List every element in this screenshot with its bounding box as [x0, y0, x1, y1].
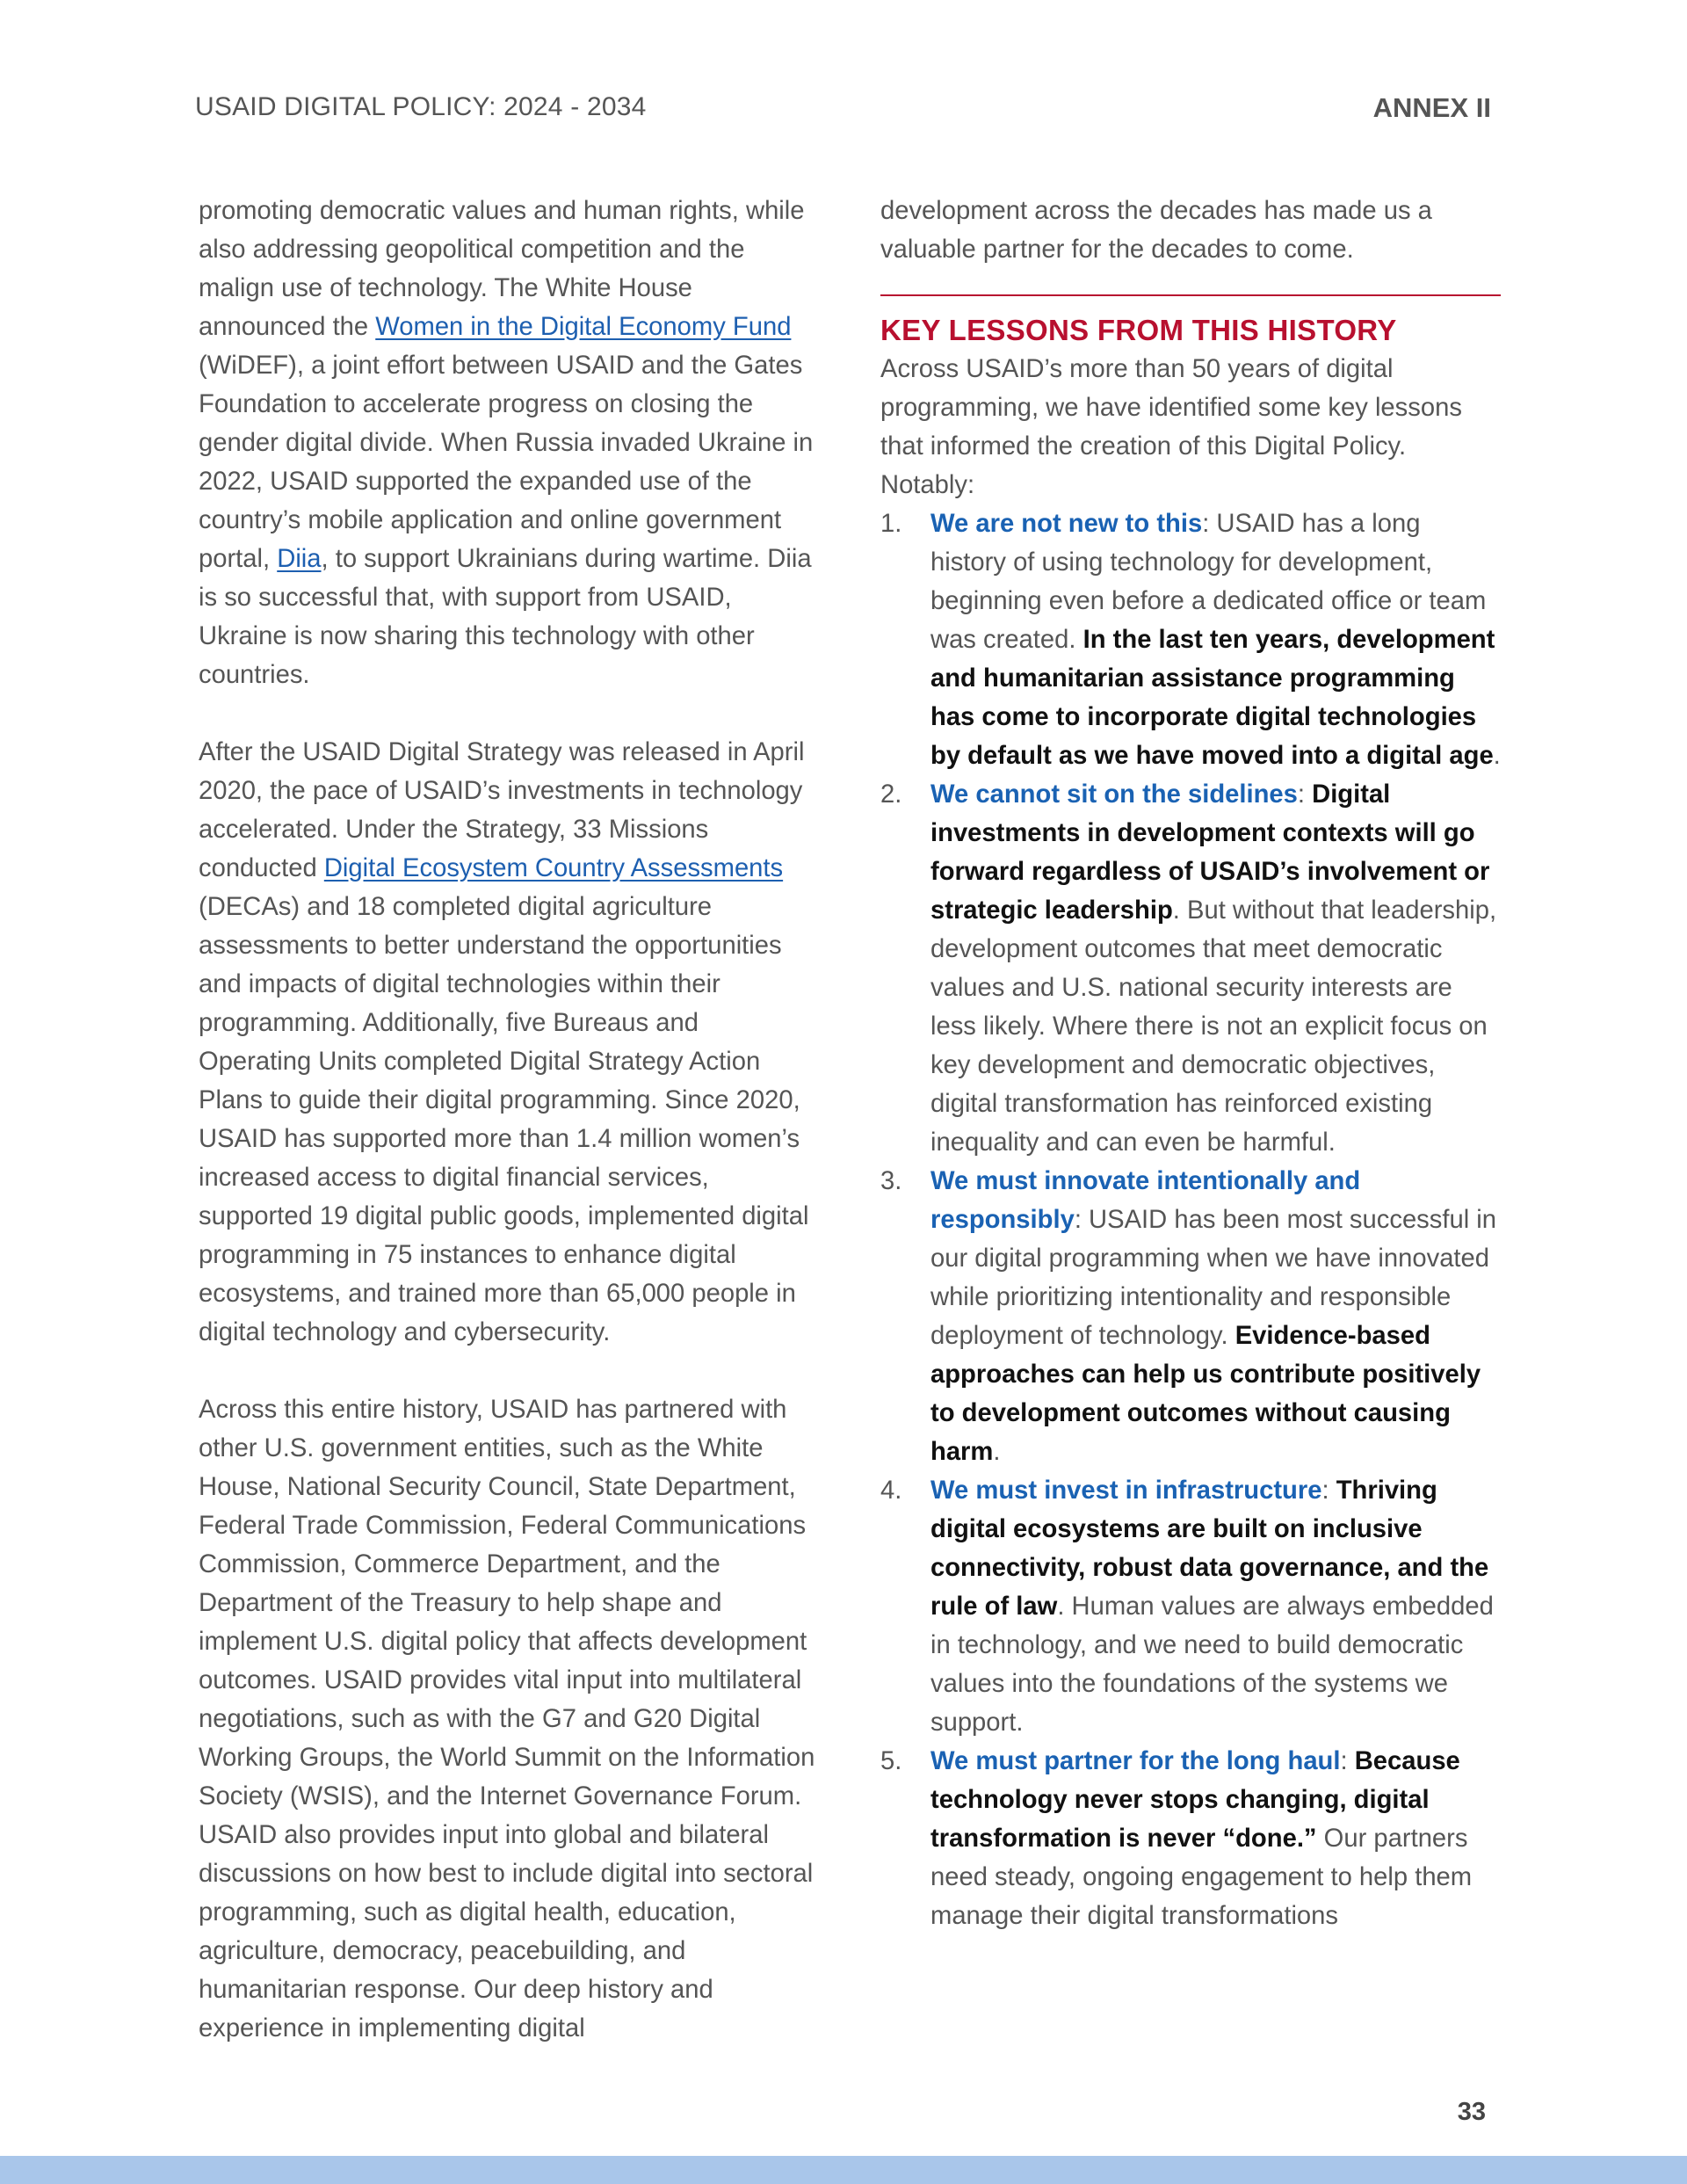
link-diia[interactable]: Diia — [277, 545, 322, 573]
footer-band — [0, 2156, 1687, 2184]
lesson-text: : — [1321, 1477, 1336, 1505]
list-item — [880, 1471, 1501, 1742]
paragraph-gap — [199, 694, 818, 733]
left-column — [199, 192, 818, 2048]
right-column — [880, 192, 1501, 1935]
lessons-list — [880, 504, 1501, 1935]
list-number: 2. — [880, 780, 902, 809]
running-header-section: ANNEX II — [1372, 92, 1491, 123]
lesson-text: . Human values are always embedded in technology, and we need to build democratic values into the foundations of the systems we support. — [930, 1593, 1494, 1737]
paragraph-text: promoting democratic values and human rights, while also addressing geopolitical competition and the malign use of technology. The White House announced the — [199, 197, 805, 341]
list-item — [880, 1162, 1501, 1471]
lesson-text: . — [1493, 742, 1501, 770]
list-number: 5. — [880, 1747, 902, 1775]
lesson-text: : — [1297, 780, 1313, 809]
list-number: 3. — [880, 1167, 902, 1195]
list-item — [880, 504, 1501, 775]
list-item — [880, 775, 1501, 1162]
running-header-title: USAID DIGITAL POLICY: 2024 - 2034 — [195, 92, 647, 121]
paragraph-text: After the USAID Digital Strategy was released in April 2020, the pace of USAID’s investments in technology accelerated. Under the Strategy, 33 Missions conducted — [199, 738, 805, 882]
list-number: 4. — [880, 1477, 902, 1505]
lesson-lead: We must innovate intentionally and responsibly — [930, 1167, 1361, 1234]
lessons-intro: Across USAID’s more than 50 years of digital programming, we have identified some key lessons that informed the creation of this Digital Policy. Notably: — [880, 355, 1462, 499]
paragraph-continuation: development across the decades has made us a valuable partner for the decades to come. — [880, 197, 1432, 264]
list-number: 1. — [880, 510, 902, 538]
list-item — [880, 1742, 1501, 1935]
lesson-emphasis: Thriving digital ecosystems are built on inclusive connectivity, robust data governance, and the rule of law — [930, 1477, 1489, 1621]
paragraph-partnerships: Across this entire history, USAID has partnered with other U.S. government entities, such as the White House, National Security Council, State Department, Federal Trade Commission, Federal Communications Commission, Commerce Department, and the Department of the Treasury to help shape and implement U.S. digital policy that affects development outcomes. USAID provides vital input into multilateral negotiations, such as with the G7 and G20 Digital Working Groups, the World Summit on the Information Society (WSIS), and the Internet Governance Forum. USAID also provides input into global and bilateral discussions on how best to include digital into sectoral programming, such as digital health, education, agriculture, democracy, peacebuilding, and humanitarian response. Our deep history and experience in implementing digital — [199, 1396, 815, 2043]
paragraph-text: (WiDEF), a joint effort between USAID and the Gates Foundation to accelerate progress on closing the gender digital divide. When Russia invaded Ukraine in 2022, USAID supported the expanded use of the country’s mobile application and online government portal, — [199, 352, 814, 573]
lesson-lead: We are not new to this — [930, 510, 1203, 538]
lesson-emphasis: Because technology never stops changing, digital transformation is never “done.” — [930, 1747, 1460, 1853]
paragraph-gap — [199, 1352, 818, 1390]
lesson-text: . But without that leadership, development outcomes that meet democratic values and U.S. national security interests are less likely. Where there is not an explicit focus on key development and democratic objectives, digital transformation has reinforced existing inequality and can even be harmful. — [930, 896, 1497, 1157]
paragraph-digital-strategy — [199, 733, 818, 1352]
paragraph-widef-diia — [199, 192, 818, 694]
lesson-emphasis: Digital investments in development contexts will go forward regardless of USAID’s involvement or strategic leadership — [930, 780, 1490, 925]
lesson-lead: We must partner for the long haul — [930, 1747, 1341, 1775]
section-divider — [880, 294, 1501, 296]
section-heading: KEY LESSONS FROM THIS HISTORY — [880, 314, 1397, 346]
lesson-emphasis: In the last ten years, development and humanitarian assistance programming has come to incorporate digital technologies by default as we have moved into a digital age — [930, 626, 1495, 770]
link-women-in-digital-economy-fund[interactable]: Women in the Digital Economy Fund — [375, 313, 792, 341]
lesson-text: : USAID has a long history of using technology for development, beginning even before a dedicated office or team was created. — [930, 510, 1487, 654]
lesson-text: : USAID has been most successful in our digital programming when we have innovated while prioritizing intentionality and responsible deployment of technology. — [930, 1206, 1497, 1350]
paragraph-text: , to support Ukrainians during wartime. Diia is so successful that, with support from USAID, Ukraine is now sharing this technology with other countries. — [199, 545, 812, 689]
paragraph-text: (DECAs) and 18 completed digital agriculture assessments to better understand the opportunities and impacts of digital technologies within their programming. Additionally, five Bureaus and Operating Units completed Digital Strategy Action Plans to guide their digital programming. Since 2020, USAID has supported more than 1.4 million women’s increased access to digital financial services, supported 19 digital public goods, implemented digital programming in 75 instances to enhance digital ecosystems, and trained more than 65,000 people in digital technology and cybersecurity. — [199, 893, 809, 1346]
lesson-text: : — [1340, 1747, 1355, 1775]
lesson-lead: We cannot sit on the sidelines — [930, 780, 1298, 809]
lesson-text: Our partners need steady, ongoing engagement to help them manage their digital transformations — [930, 1825, 1473, 1930]
lesson-text: . — [993, 1438, 1001, 1466]
page-number: 33 — [1457, 2098, 1486, 2126]
lesson-emphasis: Evidence-based approaches can help us contribute positively to development outcomes without causing harm — [930, 1322, 1481, 1466]
lesson-lead: We must invest in infrastructure — [930, 1477, 1322, 1505]
link-digital-ecosystem-country-assessments[interactable]: Digital Ecosystem Country Assessments — [323, 854, 784, 882]
